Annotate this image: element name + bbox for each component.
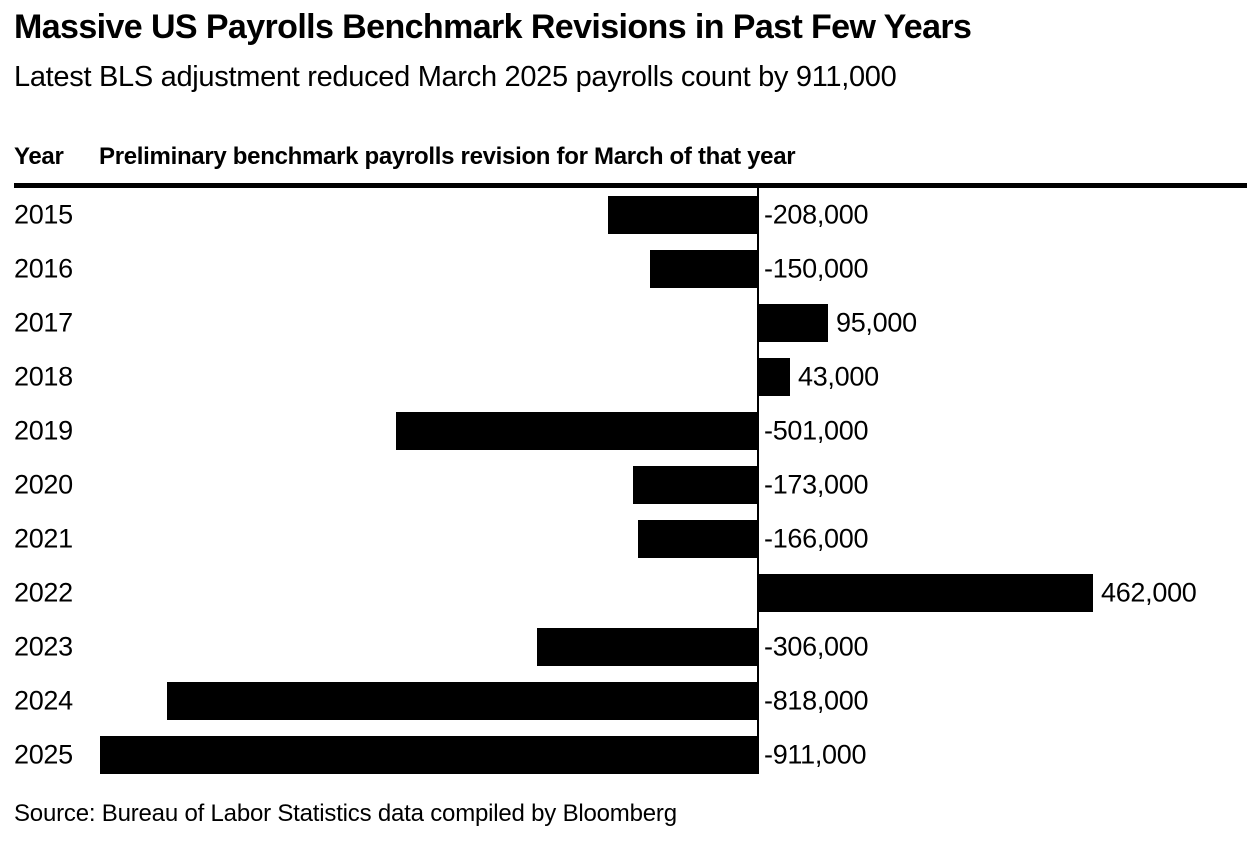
- chart-row: [0, 296, 1258, 350]
- year-label: 2025: [14, 739, 73, 770]
- value-label: 462,000: [1101, 577, 1197, 608]
- year-label: 2017: [14, 307, 73, 338]
- value-label: -150,000: [764, 253, 869, 284]
- chart-row: [0, 188, 1258, 242]
- chart-row: [0, 728, 1258, 782]
- revision-bar: [396, 412, 758, 450]
- value-label: -208,000: [764, 199, 869, 230]
- year-label: 2023: [14, 631, 73, 662]
- year-label: 2020: [14, 469, 73, 500]
- year-label: 2022: [14, 577, 73, 608]
- value-label: 95,000: [836, 307, 917, 338]
- value-label: 43,000: [798, 361, 879, 392]
- revision-bar: [650, 250, 758, 288]
- column-header-revision: Preliminary benchmark payrolls revision for March of that year: [99, 143, 796, 170]
- revision-bar: [537, 628, 758, 666]
- revision-bar: [633, 466, 758, 504]
- value-label: -306,000: [764, 631, 869, 662]
- value-label: -173,000: [764, 469, 869, 500]
- revision-bar: [759, 304, 828, 342]
- chart-row: [0, 566, 1258, 620]
- value-label: -818,000: [764, 685, 869, 716]
- column-header-year: Year: [14, 143, 64, 170]
- revision-bar: [638, 520, 758, 558]
- value-label: -911,000: [764, 739, 867, 770]
- revision-bar: [100, 736, 758, 774]
- year-label: 2024: [14, 685, 73, 716]
- source-note: Source: Bureau of Labor Statistics data compiled by Bloomberg: [14, 800, 677, 827]
- year-label: 2021: [14, 523, 73, 554]
- year-label: 2016: [14, 253, 73, 284]
- chart-row: [0, 512, 1258, 566]
- year-label: 2019: [14, 415, 73, 446]
- chart-row: [0, 404, 1258, 458]
- value-label: -501,000: [764, 415, 869, 446]
- year-label: 2015: [14, 199, 73, 230]
- revision-bar: [608, 196, 758, 234]
- revision-bar: [759, 574, 1093, 612]
- chart-row: [0, 674, 1258, 728]
- chart-row: [0, 620, 1258, 674]
- year-label: 2018: [14, 361, 73, 392]
- value-label: -166,000: [764, 523, 869, 554]
- revision-bar: [759, 358, 790, 396]
- chart-subtitle: Latest BLS adjustment reduced March 2025 payrolls count by 911,000: [14, 61, 897, 93]
- chart-row: [0, 458, 1258, 512]
- chart-title: Massive US Payrolls Benchmark Revisions in Past Few Years: [14, 8, 972, 46]
- bar-chart: [0, 188, 1258, 782]
- chart-row: [0, 242, 1258, 296]
- revision-bar: [167, 682, 758, 720]
- chart-row: [0, 350, 1258, 404]
